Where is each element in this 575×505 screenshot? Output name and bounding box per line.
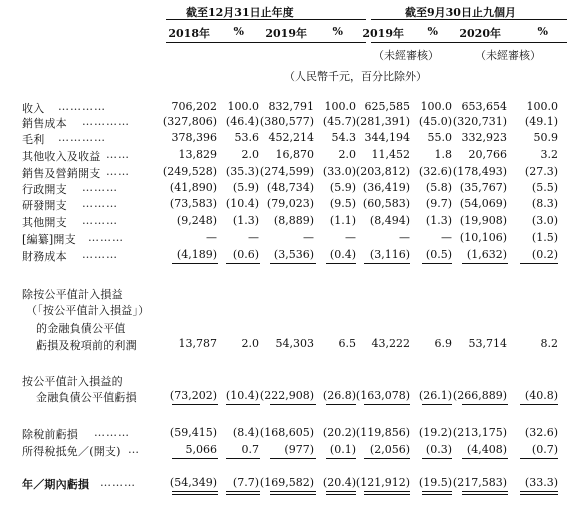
row-5-cell-6: (35,767) (459, 181, 507, 194)
row-8-cell-4: — (399, 231, 410, 244)
row-label: 銷售成本 (22, 117, 67, 130)
row-2-cell-1: 53.6 (234, 131, 259, 144)
fv-loss-cell-2: (222,908) (259, 389, 314, 402)
row2-0-cell-3: (20.2) (322, 426, 356, 439)
row-2-cell-0: 378,396 (171, 131, 217, 144)
row-6-cell-1: (10.4) (225, 197, 259, 210)
row-7-cell-0: (9,248) (176, 214, 217, 227)
subtotal-rule-5 (422, 263, 452, 264)
row-4-cell-1: (35.3) (225, 165, 259, 178)
profit-before-fv-cell-7: 8.2 (540, 337, 558, 350)
total-rule-a-2 (270, 491, 316, 492)
leader-dots: …… (106, 165, 130, 178)
row2-0-cell-6: (213,175) (452, 426, 507, 439)
total-cell-0: (54,349) (169, 476, 217, 489)
row-label: 毛利 (22, 133, 45, 146)
row-9-cell-6: (1,632) (466, 248, 507, 261)
row-1-cell-1: (46.4) (225, 115, 259, 128)
row-7-cell-7: (3.0) (531, 214, 558, 227)
row-0-cell-2: 832,791 (268, 100, 314, 113)
subtotal-rule-0 (172, 263, 218, 264)
profit-before-fv-cell-2: 54,303 (275, 337, 314, 350)
row-6-cell-4: (60,583) (362, 197, 410, 210)
row2-1-cell-5: (0.3) (425, 443, 452, 456)
row-0-cell-1: 100.0 (227, 100, 259, 113)
fv-loss-cell-1: (10.4) (225, 389, 259, 402)
leader-dots: ……… (94, 426, 130, 439)
total-rule-b-5 (422, 494, 452, 495)
total-cell-1: (7.7) (232, 476, 259, 489)
fair-value-label-line: 除按公平值計入損益 (22, 288, 123, 301)
row-0-cell-4: 625,585 (364, 100, 410, 113)
fv-loss-cell-3: (26.8) (322, 389, 356, 402)
row-3-cell-1: 2.0 (241, 148, 259, 161)
column-header-col-9m-2020-pct: % (537, 25, 548, 38)
fv-loss-rule-3 (326, 404, 356, 405)
profit-before-fv-cell-0: 13,787 (178, 337, 217, 350)
unaudited-note-2020: （未經審核） (475, 49, 541, 62)
row-0-cell-3: 100.0 (324, 100, 356, 113)
total-rule-a-5 (422, 491, 452, 492)
profit-before-fv-cell-5: 6.9 (434, 337, 452, 350)
leader-dots: ………… (58, 131, 106, 144)
column-header-col-2019-pct: % (332, 25, 343, 38)
column-header-rule-left (166, 42, 366, 43)
leader-dots: … (128, 443, 140, 456)
row-0-cell-0: 706,202 (171, 100, 217, 113)
row-3-cell-0: 13,829 (178, 148, 217, 161)
row-2-cell-6: 332,923 (461, 131, 507, 144)
fair-value-label-line: 的金融負債公平值 (36, 322, 126, 335)
fv-loss-rule-0 (172, 404, 218, 405)
row-9-cell-4: (3,116) (369, 248, 410, 261)
total-rule-b-2 (270, 494, 316, 495)
row-5-cell-3: (5.9) (329, 181, 356, 194)
total-rule-b-7 (520, 494, 558, 495)
row-7-cell-6: (19,908) (459, 214, 507, 227)
row-4-cell-4: (203,812) (355, 165, 410, 178)
row-8-cell-2: — (303, 231, 314, 244)
row-6-cell-7: (8.3) (531, 197, 558, 210)
profit-before-fv-cell-3: 6.5 (338, 337, 356, 350)
row2-1-cell-1: 0.7 (241, 443, 259, 456)
row-8-cell-6: (10,106) (459, 231, 507, 244)
subtotal-rule-1 (226, 263, 260, 264)
row-1-cell-4: (281,391) (355, 115, 410, 128)
total-rule-b-6 (462, 494, 508, 495)
pre-total-rule-4 (364, 458, 410, 459)
total-rule-a-1 (226, 491, 260, 492)
column-header-col-9m-2019-pct: % (427, 25, 438, 38)
row-label: 除稅前虧損 (22, 428, 78, 441)
row-1-cell-7: (49.1) (524, 115, 558, 128)
row-label: 行政開支 (22, 183, 67, 196)
total-rule-a-0 (172, 491, 218, 492)
row2-1-cell-0: 5,066 (185, 443, 217, 456)
pre-total-rule-5 (422, 458, 452, 459)
row-6-cell-5: (9.7) (425, 197, 452, 210)
subtotal-rule-3 (326, 263, 356, 264)
fv-loss-rule-5 (422, 404, 452, 405)
fair-value-label-line: （「按公平值計入損益」） (26, 304, 150, 317)
row-6-cell-6: (54,069) (459, 197, 507, 210)
leader-dots: ……… (82, 248, 118, 261)
row-1-cell-3: (45.7) (322, 115, 356, 128)
leader-dots: ……… (82, 197, 118, 210)
row-9-cell-2: (3,536) (273, 248, 314, 261)
leader-dots: ……… (88, 231, 124, 244)
row-9-cell-1: (0.6) (232, 248, 259, 261)
column-header-col-2018-pct: % (233, 25, 244, 38)
fv-loss-cell-7: (40.8) (524, 389, 558, 402)
total-cell-4: (121,912) (355, 476, 410, 489)
row2-1-cell-6: (4,408) (466, 443, 507, 456)
row-2-cell-7: 50.9 (533, 131, 558, 144)
row-label: 收入 (22, 102, 45, 115)
column-header-col-2019: 2019年 (265, 27, 307, 40)
row-4-cell-0: (249,528) (162, 165, 217, 178)
pre-total-rule-0 (172, 458, 218, 459)
row-9-cell-3: (0.4) (329, 248, 356, 261)
fv-loss-rule-6 (462, 404, 508, 405)
leader-dots: ………… (58, 100, 106, 113)
row-1-cell-2: (380,577) (259, 115, 314, 128)
unit-note: （人民幣千元，百分比除外） (284, 70, 427, 83)
row-7-cell-5: (1.3) (425, 214, 452, 227)
fv-loss-cell-4: (163,078) (355, 389, 410, 402)
column-header-col-9m-2019: 2019年 (362, 27, 404, 40)
row-6-cell-3: (9.5) (329, 197, 356, 210)
row-label: 其他收入及收益 (22, 150, 101, 163)
fv-loss-label-line: 按公平值計入損益的 (22, 375, 123, 388)
total-rule-b-3 (326, 494, 356, 495)
column-header-rule-right (371, 42, 567, 43)
column-header-col-2018: 2018年 (168, 27, 210, 40)
row2-0-cell-0: (59,415) (169, 426, 217, 439)
fv-loss-rule-1 (226, 404, 260, 405)
row-5-cell-0: (41,890) (169, 181, 217, 194)
row2-0-cell-5: (19.2) (418, 426, 452, 439)
total-rule-b-0 (172, 494, 218, 495)
row-label: 研發開支 (22, 199, 67, 212)
fv-loss-label-line: 金融負債公平值虧損 (36, 391, 137, 404)
row-4-cell-6: (178,493) (452, 165, 507, 178)
row-0-cell-5: 100.0 (420, 100, 452, 113)
fair-value-label-line: 虧損及稅項前的利潤 (36, 339, 137, 352)
row-label: 所得稅抵免／(開支) (22, 445, 121, 458)
row2-1-cell-4: (2,056) (369, 443, 410, 456)
row-label: [編纂]開支 (22, 233, 76, 246)
subtotal-rule-7 (520, 263, 558, 264)
fv-loss-cell-0: (73,202) (169, 389, 217, 402)
row-1-cell-6: (320,731) (452, 115, 507, 128)
fv-loss-rule-4 (364, 404, 410, 405)
row-7-cell-4: (8,494) (369, 214, 410, 227)
pre-total-rule-2 (270, 458, 316, 459)
row-3-cell-4: 11,452 (371, 148, 410, 161)
row-2-cell-2: 452,214 (268, 131, 314, 144)
row-8-cell-5: — (441, 231, 452, 244)
total-rule-b-4 (364, 494, 410, 495)
row-8-cell-7: (1.5) (531, 231, 558, 244)
total-rule-a-3 (326, 491, 356, 492)
row-5-cell-4: (36,419) (362, 181, 410, 194)
row2-1-cell-7: (0.7) (531, 443, 558, 456)
profit-before-fv-cell-1: 2.0 (241, 337, 259, 350)
row2-0-cell-4: (119,856) (355, 426, 410, 439)
row-2-cell-4: 344,194 (364, 131, 410, 144)
row-7-cell-1: (1.3) (232, 214, 259, 227)
total-rule-a-4 (364, 491, 410, 492)
total-label: 年／期內虧損 (22, 478, 90, 491)
total-cell-2: (169,582) (259, 476, 314, 489)
leader-dots: ……… (82, 181, 118, 194)
row2-0-cell-7: (32.6) (524, 426, 558, 439)
total-cell-5: (19.5) (418, 476, 452, 489)
row-label: 銷售及營銷開支 (22, 167, 101, 180)
leader-dots: ……… (100, 476, 136, 489)
row-3-cell-2: 16,870 (275, 148, 314, 161)
pre-total-rule-3 (326, 458, 356, 459)
pre-total-rule-7 (520, 458, 558, 459)
fv-loss-cell-5: (26.1) (418, 389, 452, 402)
row-7-cell-2: (8,889) (273, 214, 314, 227)
total-rule-a-6 (462, 491, 508, 492)
header-rule-right (371, 19, 567, 20)
unaudited-note-2019: （未經審核） (373, 49, 439, 62)
header-group-fiscal-year: 截至12月31日止年度 (186, 6, 294, 19)
row-0-cell-7: 100.0 (526, 100, 558, 113)
subtotal-rule-6 (462, 263, 508, 264)
row-3-cell-7: 3.2 (540, 148, 558, 161)
row-8-cell-0: — (206, 231, 217, 244)
profit-before-fv-cell-6: 53,714 (468, 337, 507, 350)
leader-dots: ………… (82, 115, 130, 128)
row2-0-cell-1: (8.4) (232, 426, 259, 439)
row-4-cell-5: (32.6) (418, 165, 452, 178)
leader-dots: …… (106, 148, 130, 161)
row2-0-cell-2: (168,605) (259, 426, 314, 439)
row-5-cell-1: (5.9) (232, 181, 259, 194)
fv-loss-rule-2 (270, 404, 316, 405)
subtotal-rule-4 (364, 263, 410, 264)
row-9-cell-7: (0.2) (531, 248, 558, 261)
leader-dots: ……… (82, 214, 118, 227)
row-5-cell-2: (48,734) (266, 181, 314, 194)
row-2-cell-3: 54.3 (331, 131, 356, 144)
row-label: 其他開支 (22, 216, 67, 229)
row-5-cell-5: (5.8) (425, 181, 452, 194)
row-5-cell-7: (5.5) (531, 181, 558, 194)
row-8-cell-3: — (345, 231, 356, 244)
row-4-cell-2: (274,599) (259, 165, 314, 178)
row-3-cell-6: 20,766 (468, 148, 507, 161)
row-3-cell-5: 1.8 (434, 148, 452, 161)
total-rule-a-7 (520, 491, 558, 492)
row-9-cell-0: (4,189) (176, 248, 217, 261)
fv-loss-cell-6: (266,889) (452, 389, 507, 402)
row-3-cell-3: 2.0 (338, 148, 356, 161)
row-6-cell-0: (73,583) (169, 197, 217, 210)
row-label: 財務成本 (22, 250, 67, 263)
profit-before-fv-cell-4: 43,222 (371, 337, 410, 350)
pre-total-rule-6 (462, 458, 508, 459)
row-1-cell-0: (327,806) (162, 115, 217, 128)
row-4-cell-7: (27.3) (524, 165, 558, 178)
total-cell-7: (33.3) (524, 476, 558, 489)
subtotal-rule-2 (270, 263, 316, 264)
row-7-cell-3: (1.1) (329, 214, 356, 227)
row-9-cell-5: (0.5) (425, 248, 452, 261)
row-8-cell-1: — (248, 231, 259, 244)
total-cell-3: (20.4) (322, 476, 356, 489)
total-cell-6: (217,583) (452, 476, 507, 489)
total-rule-b-1 (226, 494, 260, 495)
row-4-cell-3: (33.0) (322, 165, 356, 178)
fv-loss-rule-7 (520, 404, 558, 405)
row-0-cell-6: 653,654 (461, 100, 507, 113)
row-6-cell-2: (79,023) (266, 197, 314, 210)
row2-1-cell-2: (977) (284, 443, 314, 456)
row2-1-cell-3: (0.1) (329, 443, 356, 456)
row-2-cell-5: 55.0 (427, 131, 452, 144)
row-1-cell-5: (45.0) (418, 115, 452, 128)
pre-total-rule-1 (226, 458, 260, 459)
header-group-nine-months: 截至9月30日止九個月 (405, 6, 516, 19)
header-rule-left (166, 19, 366, 20)
column-header-col-9m-2020: 2020年 (459, 27, 501, 40)
